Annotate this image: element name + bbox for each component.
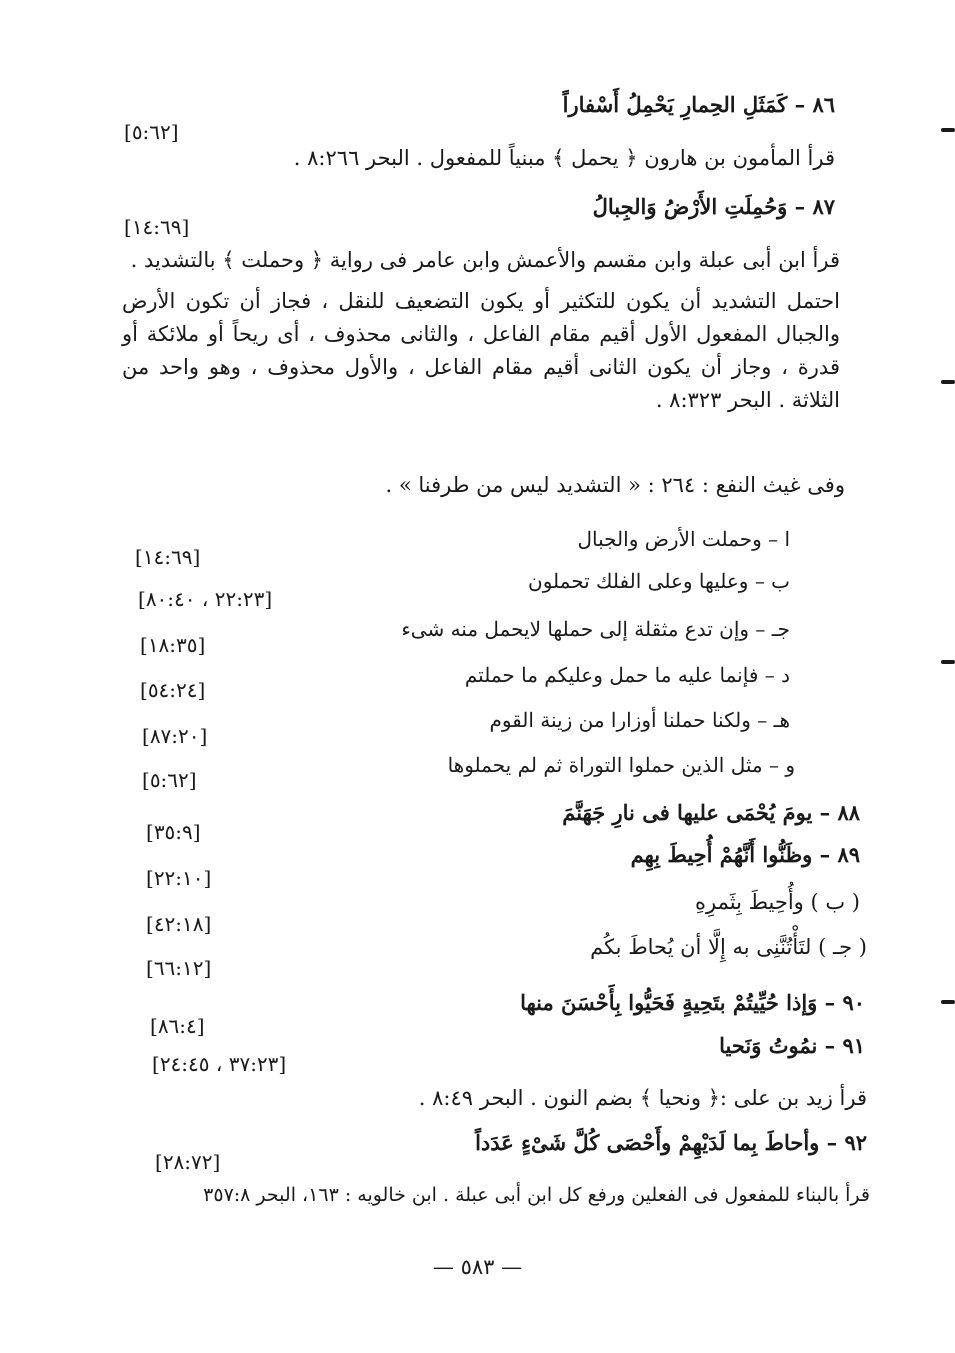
entry-87-heading: ٨٧ – وَحُمِلَتِ الأَرْضُ وَالجِبالُ xyxy=(592,194,835,219)
entry-87-note: قرأ ابن أبى عبلة وابن مقسم والأعمش وابن عامر فى رواية ﴿ وحملت ﴾ بالتشديد . xyxy=(130,248,840,272)
entry-89-b: ( ب ) وأُحِيطَ بِثَمرِهِ xyxy=(695,890,860,914)
sub-item-e-ref: [٨٧:٢٠] xyxy=(142,724,208,748)
sub-item-d: د – فإنما عليه ما حمل وعليكم ما حملتم xyxy=(464,663,790,687)
sub-item-e: هـ – ولكنا حملنا أوزارا من زينة القوم xyxy=(489,708,790,732)
entry-86-heading: ٨٦ – كَمَثَلِ الحِمارِ يَحْمِلُ أَسْفاراً xyxy=(562,92,835,117)
entry-86-ref: [٥:٦٢] xyxy=(124,120,179,144)
margin-mark xyxy=(941,1000,955,1004)
entry-92-note: قرأ بالبناء للمفعول فى الفعلين ورفع كل ابن أبى عبلة . ابن خالويه : ١٦٣، البحر ٣٥٧:٨ xyxy=(203,1184,870,1206)
entry-91: ٩١ – نمُوتُ وَنَحيا xyxy=(719,1033,865,1058)
margin-mark xyxy=(941,660,955,664)
entry-90-ref: [٨٦:٤] xyxy=(150,1014,205,1038)
margin-mark xyxy=(941,128,955,132)
entry-88: ٨٨ – يومَ يُحْمَى عليها فى نارِ جَهَنَّمَ xyxy=(562,800,860,825)
entry-91-ref: [٣٧:٢٣ ، ٢٤:٤٥] xyxy=(152,1052,287,1076)
margin-mark xyxy=(941,380,955,384)
page-number: — ٥٨٣ — xyxy=(432,1255,523,1279)
entry-90: ٩٠ – وَإذا حُيِّيتُمْ بتَحِيةٍ فَحَيُّوا بِأَحْسَنَ منها xyxy=(520,990,865,1015)
sub-item-c-ref: [١٨:٣٥] xyxy=(140,633,206,657)
entry-89: ٨٩ – وظَنُّوا أَنَّهُمْ أُحِيطَ بِهِم xyxy=(630,842,860,867)
entry-89-c-ref: [٦٦:١٢] xyxy=(146,956,212,980)
sub-item-b-ref: [٢٢:٢٣ ، ٨٠:٤٠] xyxy=(138,587,273,611)
entry-87-ghayth-note: وفى غيث النفع : ٢٦٤ : « التشديد ليس من طرفنا » . xyxy=(385,473,845,497)
sub-item-f: و – مثل الذين حملوا التوراة ثم لم يحملوها xyxy=(447,753,795,777)
sub-item-f-ref: [٥:٦٢] xyxy=(142,768,197,792)
entry-92-ref: [٢٨:٧٢] xyxy=(155,1150,221,1174)
entry-89-ref: [٢٢:١٠] xyxy=(146,866,212,890)
entry-91-note: قرأ زيد بن على :﴿ ونحيا ﴾ بضم النون . البحر ٨:٤٩ . xyxy=(418,1086,867,1110)
entry-89-b-ref: [٤٢:١٨] xyxy=(146,912,212,936)
entry-87-ref: [١٤:٦٩] xyxy=(124,215,190,239)
entry-87-paragraph: احتمل التشديد أن يكون للتكثير أو يكون التضعيف للنقل ، فجاز أن تكون الأرض والجبال المفعول الأول أقيم مقام الفاعل ، والثانى محذوف ، أى ريحاً أو ملائكة أو قدرة ، وجاز أن يكون الثانى أقيم مقام الفاعل ، والأول محذوف ، وهو واحد من الثلاثة . البحر ٨:٣٢٣ . xyxy=(122,289,840,412)
entry-86-note: قرأ المأمون بن هارون ﴿ يحمل ﴾ مبنياً للمفعول . البحر ٨:٢٦٦ . xyxy=(293,146,835,170)
sub-item-b: ب – وعليها وعلى الفلك تحملون xyxy=(528,569,790,593)
entry-89-c: ( جـ ) لتَأْتُنَّنِى به إِلَّا أن يُحاطَ بكُم xyxy=(590,935,867,959)
sub-item-d-ref: [٥٤:٢٤] xyxy=(140,678,206,702)
sub-item-a: ا – وحملت الأرض والجبال xyxy=(577,527,790,551)
entry-92: ٩٢ – وأحاطَ بِما لَدَيْهِمْ وأَحْصَى كُلَّ شَىْءٍ عَدَداً xyxy=(475,1130,867,1155)
sub-item-c: جـ – وإن تدع مثقلة إلى حملها لايحمل منه شىء xyxy=(401,617,790,641)
sub-item-a-ref: [١٤:٦٩] xyxy=(135,545,201,569)
entry-88-ref: [٣٥:٩] xyxy=(146,820,201,844)
